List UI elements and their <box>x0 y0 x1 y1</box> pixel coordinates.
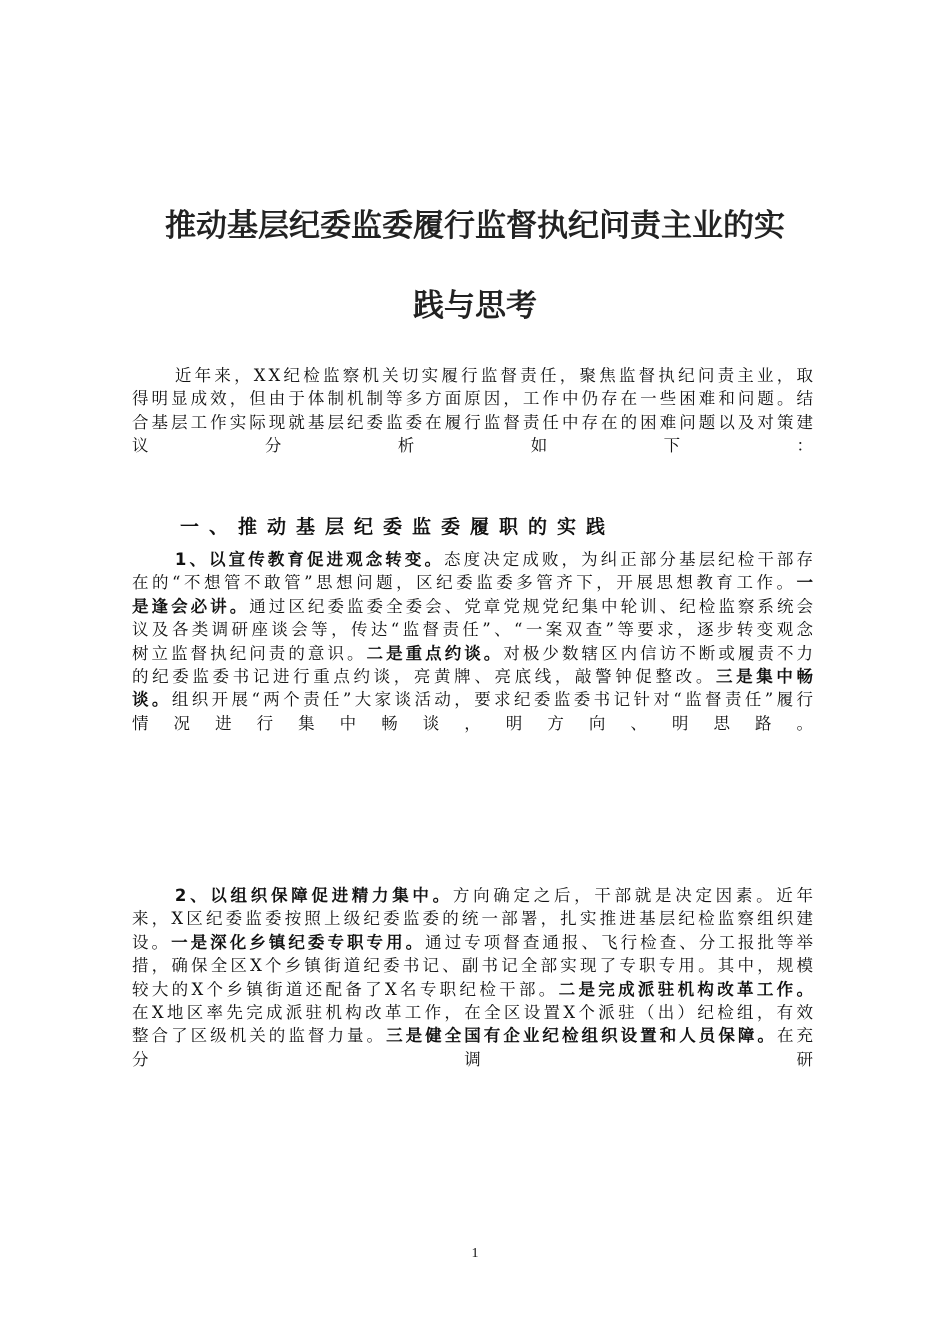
page-number: 1 <box>471 1246 479 1261</box>
paragraph-2 <box>132 884 816 1071</box>
p2-bold3: 三是健全国有企业纪检组织设置和人员保障。 <box>386 1026 777 1046</box>
p1-bold2: 二是重点约谈。 <box>366 643 504 663</box>
intro-paragraph: 近年来，XX纪检监察机关切实履行监督责任，聚焦监督执纪问责主业，取得明显成效，但由于体制机制等多方面原因，工作中仍存在一些困难和问题。结合基层工作实际现就基层纪委监委在履行监督责任中存在的困难问题以及对策建议分析如下： <box>132 366 816 456</box>
document-title-line2: 践与思考 <box>413 288 537 324</box>
p2-text4: 在充分调研 <box>132 1026 817 1069</box>
p1-lead: 1、以宣传教育促进观念转变。 <box>174 550 445 569</box>
p2-text2: 通过专项督查通报、飞行检查、分工报批等举措，确保全区X个乡镇街道纪委书记、副书记全部实现了专职专用。其中，规模较大的X个乡镇街道还配备了X名专职纪检干部。 <box>132 932 817 999</box>
section1-heading: 一、推动基层纪委监委履职的实践 <box>180 516 616 538</box>
paragraph-1 <box>132 548 816 735</box>
p2-text1: 方向确定之后，干部就是决定因素。近年来，X区纪委监委按照上级纪委监委的统一部署，扎实推进基层纪检监察组织建设。 <box>132 886 817 952</box>
p1-text2: 通过区纪委监委全委会、党章党规党纪集中轮训、纪检监察系统会议及各类调研座谈会等，传达“监督责任”、“一案双查”等要求，逐步转变观念树立监督执纪问责的意识。 <box>132 596 817 663</box>
p1-bold1: 一是逢会必讲。 <box>132 573 816 616</box>
p1-text3: 对极少数辖区内信访不断或履责不力的纪委监委书记进行重点约谈，亮黄牌、亮底线，敲警钟促整改。 <box>132 643 817 687</box>
p1-text1: 态度决定成败，为纠正部分基层纪检干部存在的“不想管不敢管”思想问题，区纪委监委多管齐下，开展思想教育工作。 <box>132 550 817 593</box>
p2-text3: 在X地区率先完成派驻机构改革工作，在全区设置X个派驻（出）纪检组，有效整合了区级机关的监督力量。 <box>132 1003 816 1046</box>
p2-bold2: 二是完成派驻机构改革工作。 <box>558 979 817 999</box>
p2-bold1: 一是深化乡镇纪委专职专用。 <box>171 932 426 952</box>
p1-bold3: 三是集中畅谈。 <box>132 667 817 710</box>
p1-text4: 组织开展“两个责任”大家谈活动，要求纪委监委书记针对“监督责任”履行情况进行集中畅谈，明方向、明思路。 <box>132 690 817 733</box>
p2-lead: 2、以组织保障促进精力集中。 <box>174 886 453 905</box>
document-title-line1: 推动基层纪委监委履行监督执纪问责主业的实 <box>165 208 785 244</box>
